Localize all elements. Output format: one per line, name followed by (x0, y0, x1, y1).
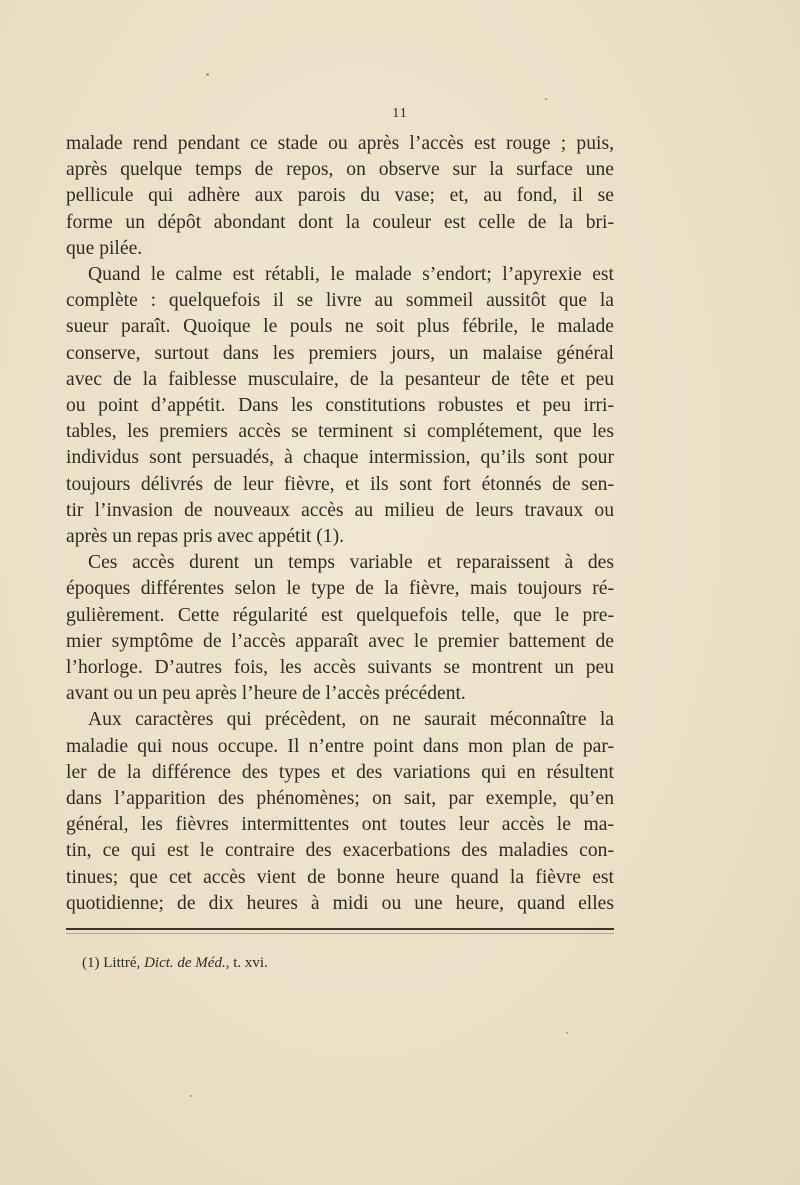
text-line: ler de la différence des types et des variations qui en résultent (66, 761, 614, 783)
page-number: 11 (392, 106, 408, 121)
text-line: dans l’apparition des phénomènes; on sait, par exemple, qu’en (66, 788, 614, 810)
paper-speck (206, 73, 209, 76)
text-line: Quand le calme est rétabli, le malade s’endort; l’apyrexie est (88, 264, 614, 286)
paper-speck (545, 98, 547, 100)
text-line: maladie qui nous occupe. Il n’entre point dans mon plan de par- (66, 735, 614, 757)
text-line: quotidienne; de dix heures à midi ou une heure, quand elles (66, 892, 614, 914)
text-line: avec de la faiblesse musculaire, de la pesanteur de tête et peu (66, 368, 614, 390)
footnote-divider-shadow (66, 933, 614, 934)
text-line: malade rend pendant ce stade ou après l’accès est rouge ; puis, (66, 133, 614, 154)
footnote-prefix: (1) Littré, (82, 955, 145, 971)
text-line: complète : quelquefois il se livre au sommeil aussitôt que la (66, 290, 614, 312)
text-line: que pilée. (66, 237, 143, 259)
paper-speck (566, 1032, 568, 1034)
text-line: pellicule qui adhère aux parois du vase; et, au fond, il se (66, 185, 614, 207)
text-line: tinues; que cet accès vient de bonne heure quand la fièvre est (66, 866, 614, 888)
text-line: sueur paraît. Quoique le pouls ne soit plus fébrile, le malade (66, 316, 614, 338)
text-line: avant ou un peu après l’heure de l’accès précédent. (66, 683, 466, 705)
text-line: général, les fièvres intermittentes ont toutes leur accès le ma- (66, 814, 614, 836)
paper-speck (190, 1095, 192, 1097)
text-line: gulièrement. Cette régularité est quelquefois telle, que le pre- (66, 604, 614, 626)
footnote-divider (66, 928, 614, 930)
text-line: forme un dépôt abondant dont la couleur est celle de la bri- (66, 211, 614, 233)
text-line: conserve, surtout dans les premiers jours, un malaise général (66, 342, 614, 364)
text-line: tin, ce qui est le contraire des exacerbations des maladies con- (66, 840, 614, 862)
footnote-work-title: Dict. de Méd. (144, 955, 226, 971)
text-line: ou point d’appétit. Dans les constitutions robustes et peu irri- (66, 395, 614, 417)
text-line: après un repas pris avec appétit (1). (66, 526, 345, 548)
text-line: Ces accès durent un temps variable et reparaissent à des (88, 552, 614, 574)
text-line: après quelque temps de repos, on observe sur la surface une (66, 159, 614, 181)
text-line: mier symptôme de l’accès apparaît avec le premier battement de (66, 630, 614, 652)
body-text (66, 131, 614, 917)
footnote (82, 955, 268, 972)
text-line: tir l’invasion de nouveaux accès au milieu de leurs travaux ou (66, 499, 614, 521)
footnote-suffix: , t. xvi. (225, 955, 268, 971)
text-line: tables, les premiers accès se terminent si complétement, que les (66, 421, 614, 443)
text-line: individus sont persuadés, à chaque intermission, qu’ils sont pour (66, 447, 614, 469)
text-line: Aux caractères qui précèdent, on ne saurait méconnaître la (88, 709, 614, 731)
text-line: l’horloge. D’autres fois, les accès suivants se montrent un peu (66, 657, 614, 679)
text-line: époques différentes selon le type de la fièvre, mais toujours ré- (66, 578, 614, 600)
text-line: toujours délivrés de leur fièvre, et ils sont fort étonnés de sen- (66, 473, 614, 495)
